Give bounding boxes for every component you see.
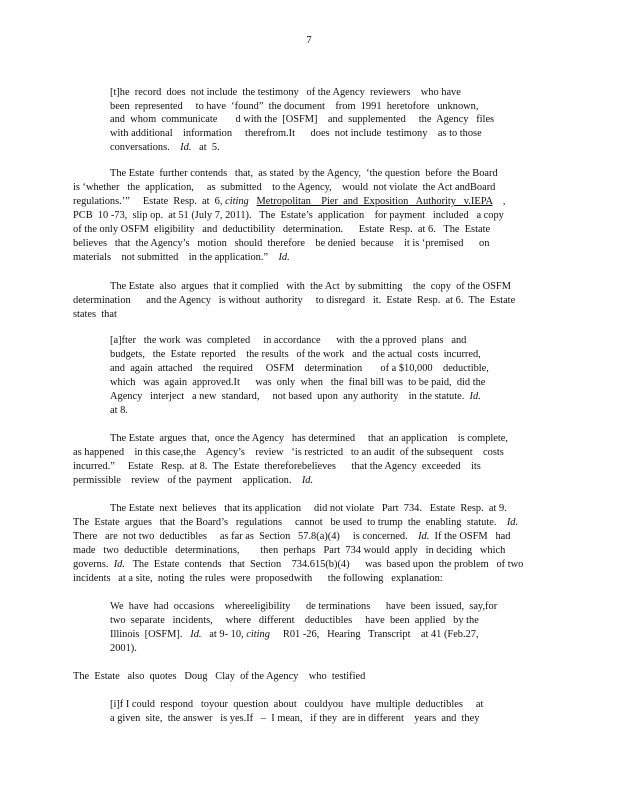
text-line: The Estate also argues that it complied with the Act by submitting the copy of the OSFM (110, 281, 511, 292)
text-line: [a]fter the work was completed in accordance with the a pproved plans and (110, 335, 467, 346)
text-line: two separate incidents, where different deductibles have been applied by the (110, 615, 479, 626)
text-line: regulations.’” Estate Resp. at 6, citing Metropolitan Pier and Exposition Authority v.IEPA , (73, 196, 506, 207)
citation: citing (225, 196, 249, 207)
text-line: There are not two deductibles as far as Section 57.8(a)(4) is concerned. Id. If the OSFM had (73, 531, 511, 542)
citation: Id. (418, 531, 430, 542)
text-line: been represented to have ‘found” the document from 1991 heretofore unknown, (110, 101, 479, 112)
text-line: The Estate argues that the Board’s regulations cannot be used to trump the enabling statute. Id. (73, 517, 519, 528)
text-line: at 8. (110, 405, 128, 416)
text-line: incidents at a site, noting the rules were proposedwith the following explanation: (73, 573, 443, 584)
citation: Id. (278, 252, 290, 263)
text-line: [t]he record does not include the testimony of the Agency reviewers who have (110, 87, 461, 98)
text-line: made two deductible determinations, then perhaps Part 734 would apply in deciding which (73, 545, 506, 556)
text-line: We have had occasions whereeligibility de terminations have been issued, say,for (110, 601, 498, 612)
text-line: states that (73, 309, 117, 320)
text-line: and again attached the required OSFM determination of a $10,000 deductible, (110, 363, 489, 374)
text-line: Agency interject a new standard, not based upon any authority in the statute. Id. (110, 391, 481, 402)
text-line: materials not submitted in the application.” Id. (73, 252, 290, 263)
citation: Id. (469, 391, 481, 402)
text-line: PCB 10 -73, slip op. at 51 (July 7, 2011). The Estate’s application for payment included a copy (73, 210, 504, 221)
text-line: The Estate next believes that its application did not violate Part 734. Estate Resp. at 9. (110, 503, 507, 514)
text-line: conversations. Id. at 5. (110, 142, 220, 153)
text-line: and whom communicate d with the [OSFM] and supplemented the Agency files (110, 114, 495, 125)
text-line: The Estate also quotes Doug Clay of the Agency who testified (73, 671, 366, 682)
text-line: budgets, the Estate reported the results of the work and the actual costs incurred, (110, 349, 481, 360)
text-line: which was again approved.It was only when the final bill was to be paid, did the (110, 377, 486, 388)
text-line: as happened in this case,the Agency’s review ‘is restricted to an audit of the subsequent costs (73, 447, 504, 458)
text-line: incurred.” Estate Resp. at 8. The Estate thereforebelieves that the Agency exceeded its (73, 461, 481, 472)
text-line: [i]f I could respond toyour question about couldyou have multiple deductibles at (110, 699, 484, 710)
citation: Id. (301, 475, 314, 486)
citation: Id. (113, 559, 125, 570)
page-number: 7 (306, 34, 312, 46)
citation: Id. (180, 142, 192, 153)
text-line: Illinois [OSFM]. Id. at 9- 10, citing R01 -26, Hearing Transcript at 41 (Feb.27, (110, 629, 479, 640)
text-line: 2001). (110, 643, 137, 654)
text-line: with additional information therefrom.It does not include testimony as to those (110, 128, 482, 139)
text-line: a given site, the answer is yes.If – I mean, if they are in different years and they (110, 713, 480, 724)
text-line: of the only OSFM eligibility and deductibility determination. Estate Resp. at 6. The Estate (73, 224, 491, 235)
citation: Id. (190, 629, 202, 640)
text-line: permissible review of the payment application. Id. (73, 475, 314, 486)
case-name: Metropolitan Pier and Exposition Authority v.IEPA (256, 196, 493, 207)
text-line: The Estate further contends that, as stated by the Agency, ‘the question before the Board (110, 168, 498, 179)
text-line: determination and the Agency is without authority to disregard it. Estate Resp. at 6. The Estate (73, 295, 516, 306)
citation: citing (246, 629, 270, 640)
text-line: governs. Id. The Estate contends that Section 734.615(b)(4) was based upon the problem of two (73, 559, 524, 570)
text-line: The Estate argues that, once the Agency has determined that an application is complete, (110, 433, 508, 444)
text-line: is ‘whether the application, as submitted to the Agency, would not violate the Act andBoard (73, 182, 496, 193)
text-line: believes that the Agency’s motion should therefore be denied because it is ‘premised on (73, 238, 490, 249)
citation: Id. (506, 517, 519, 528)
